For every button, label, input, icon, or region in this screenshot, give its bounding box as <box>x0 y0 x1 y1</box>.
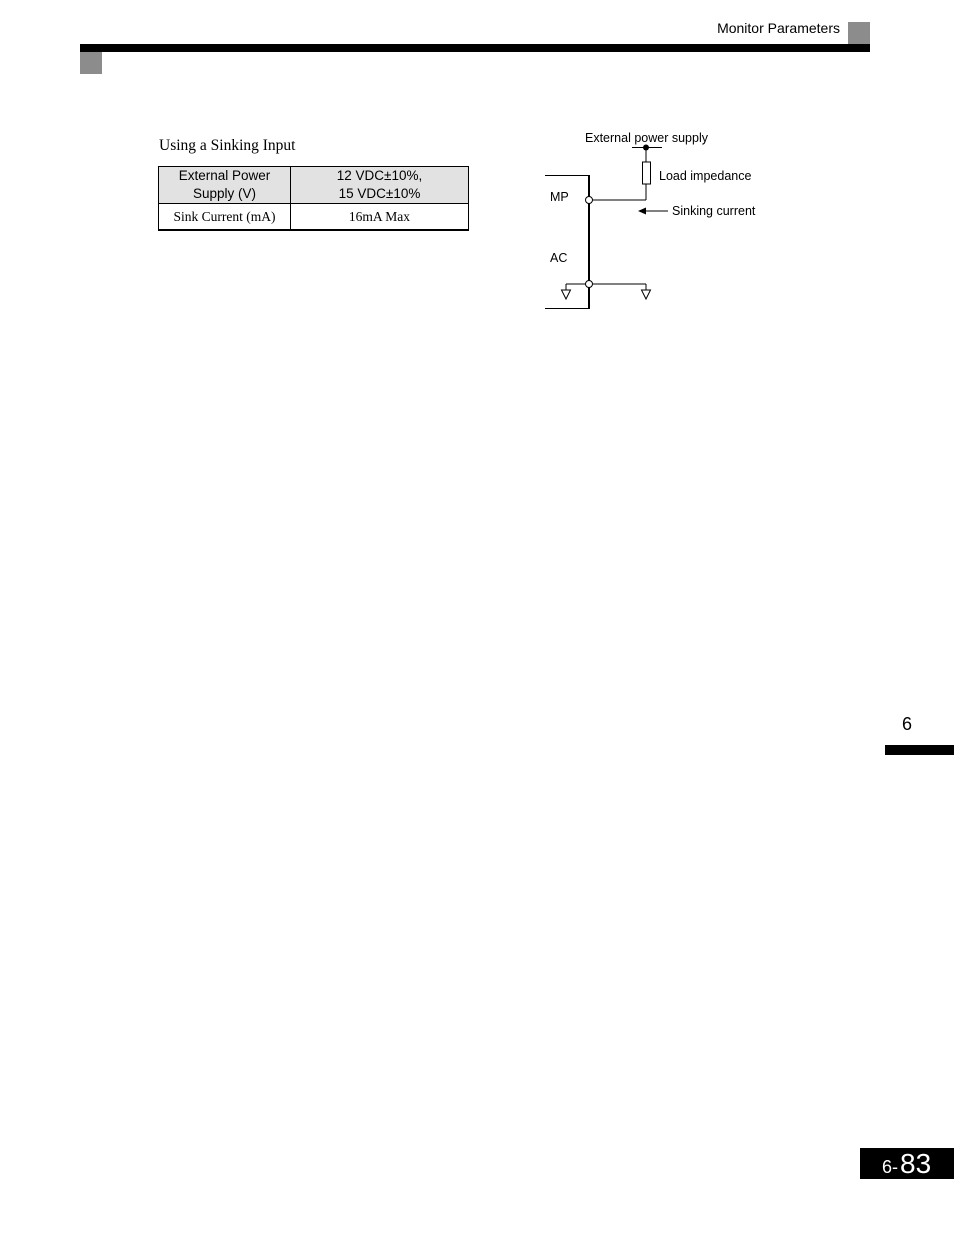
ground-symbol-left <box>562 290 571 299</box>
header-cell-2-text: 12 VDC±10%, 15 VDC±10% <box>336 168 423 201</box>
running-header-title: Monitor Parameters <box>717 20 840 36</box>
chapter-tab-bar <box>885 745 954 755</box>
sinking-input-circuit-diagram <box>0 0 954 330</box>
sinking-current-arrowhead <box>638 208 646 215</box>
table-cell: Sink Current (mA) <box>159 204 291 231</box>
section-heading: Using a Sinking Input <box>159 137 296 154</box>
label-ac: AC <box>550 251 568 265</box>
label-sinking-current: Sinking current <box>672 204 756 218</box>
mp-terminal-circle <box>586 197 593 204</box>
label-external-power-supply: External power supply <box>585 131 708 145</box>
page-number-box <box>860 1148 954 1179</box>
label-load-impedance: Load impedance <box>659 169 752 183</box>
page-number-prefix: 6- <box>882 1157 899 1177</box>
page-number: 83 <box>900 1148 932 1179</box>
load-impedance-resistor <box>643 162 651 184</box>
label-mp: MP <box>550 190 569 204</box>
table-cell: 16mA Max <box>291 204 469 231</box>
ac-terminal-circle <box>586 281 593 288</box>
ground-symbol-right <box>642 290 651 299</box>
chapter-tab-number: 6 <box>901 714 912 734</box>
header-cell-1-text: External Power Supply (V) <box>178 168 271 201</box>
